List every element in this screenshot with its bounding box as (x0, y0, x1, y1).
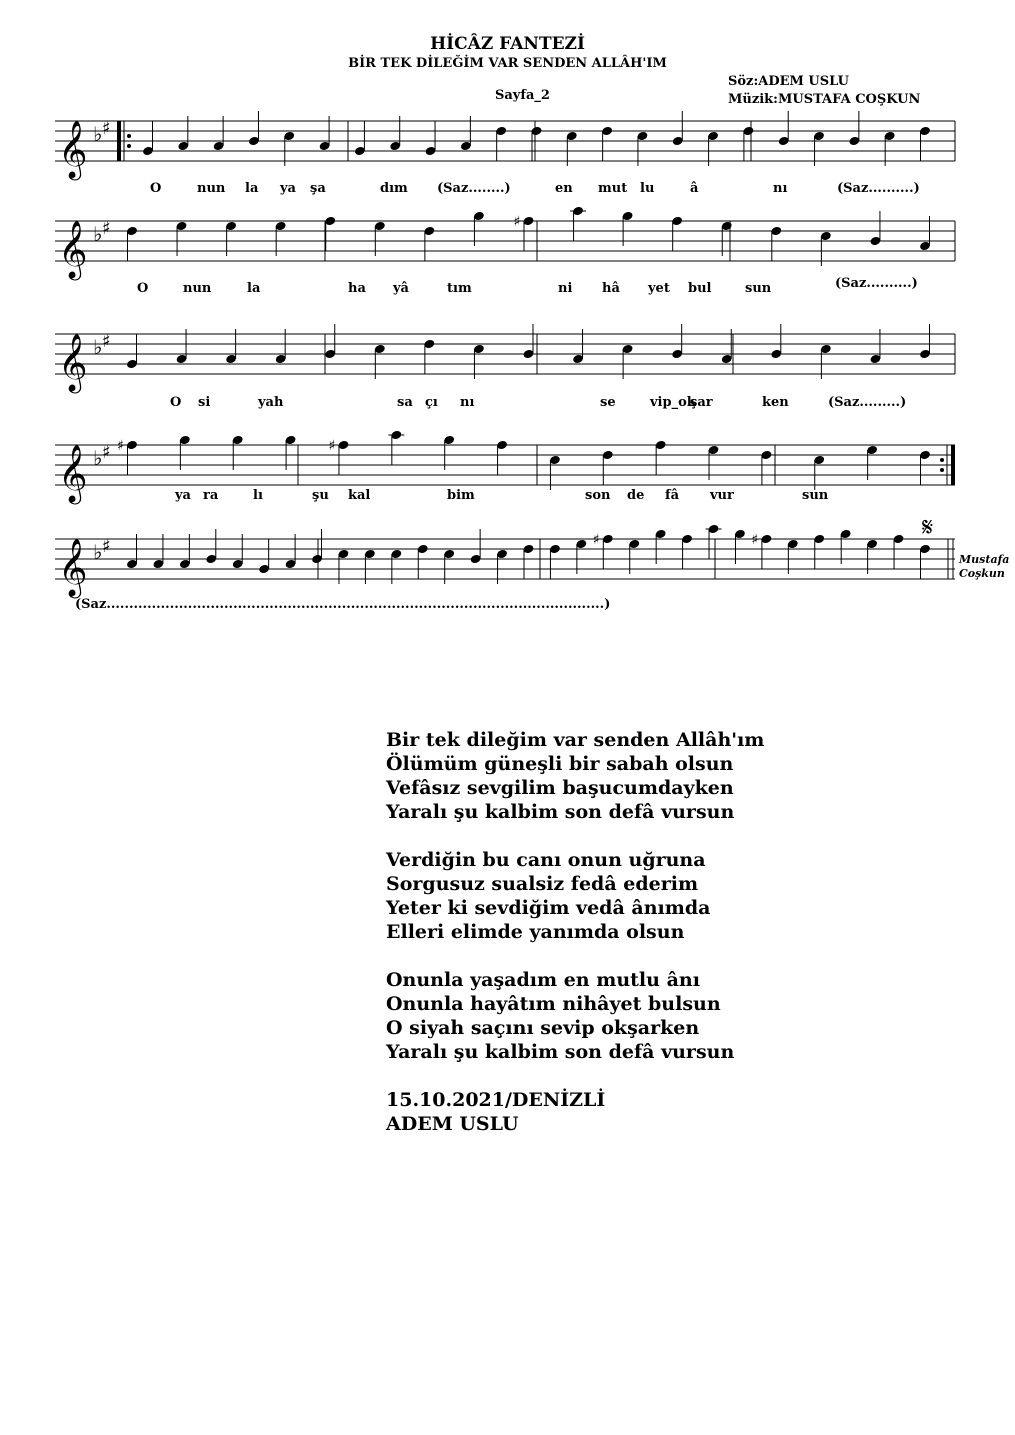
lyric-syllable: mut (598, 181, 628, 196)
saz-label: (Saz..............................................................................................................) (75, 597, 611, 612)
flat-icon: ♭ (93, 335, 103, 359)
lyric-syllable: şa (310, 181, 326, 196)
date-place: 15.10.2021/DENİZLİ (386, 1089, 606, 1111)
sharp-icon: ♯ (592, 532, 600, 548)
composer-signature: Mustafa (959, 553, 1010, 566)
lyric-syllable: vur (710, 488, 734, 503)
composer-signature: Coşkun (959, 567, 1005, 580)
staff-2 (55, 206, 955, 296)
lyric-syllable: ya (280, 181, 296, 196)
flat-icon: ♭ (93, 446, 103, 470)
poem-line: Yaralı şu kalbim son defâ vursun (386, 801, 735, 823)
lyric-syllable: ha (348, 281, 366, 296)
poem-line: Bir tek dileğim var senden Allâh'ım (386, 729, 765, 751)
repeat-start-thick (117, 121, 121, 161)
poem-line: O siyah saçını sevip okşarken (386, 1017, 700, 1039)
repeat-dot (940, 458, 944, 462)
sharp-icon: ♯ (117, 438, 124, 454)
sharp-icon: ♯ (102, 218, 111, 239)
lyric-syllable: O (137, 281, 149, 296)
poem-line: Onunla hayâtım nihâyet bulsun (386, 993, 721, 1015)
sharp-icon: ♯ (102, 331, 111, 352)
lyric-syllable: ni (558, 281, 573, 296)
lyric-syllable: bul (688, 281, 712, 296)
lyric-syllable: O (170, 395, 182, 410)
saz-label: (Saz........) (437, 181, 511, 196)
sharp-icon: ♯ (751, 532, 759, 548)
poem-stanza-1 (386, 728, 764, 824)
poem-line: Elleri elimde yanımda olsun (386, 921, 685, 943)
lyric-syllable: sa (397, 395, 413, 410)
poem-line: Ölümüm güneşli bir sabah olsun (386, 753, 734, 775)
lyric-syllable: nun (183, 281, 212, 296)
lyric-syllable: çı (425, 395, 438, 410)
lyric-syllable: kal (348, 488, 371, 503)
sharp-icon: ♯ (328, 438, 336, 454)
lyric-syllable: son (585, 488, 611, 503)
lyric-syllable: vip_ok (650, 395, 696, 410)
repeat-end-thick (951, 445, 955, 485)
lyric-syllable: ken (762, 395, 789, 410)
lyric-syllable: tım (447, 281, 472, 296)
lyric-syllable: lı (253, 488, 263, 503)
poem (386, 728, 764, 1136)
staff-5 (55, 513, 1009, 612)
repeat-dot (127, 134, 131, 138)
lyric-syllable: yâ (393, 281, 409, 296)
treble-clef-icon: 𝄞 (58, 120, 88, 178)
poem-line: Yaralı şu kalbim son defâ vursun (386, 1041, 735, 1063)
lyric-syllable: yah (258, 395, 284, 410)
lyric-syllable: de (627, 488, 645, 503)
sharp-icon: ♯ (513, 214, 521, 230)
flat-icon: ♭ (93, 540, 103, 564)
lyric-syllable: hâ (602, 281, 620, 296)
poem-author: ADEM USLU (386, 1113, 519, 1135)
saz-label: (Saz..........) (835, 276, 918, 291)
lyric-syllable: dım (380, 181, 408, 196)
poem-stanza-3 (386, 968, 764, 1064)
staff-3 (55, 324, 955, 410)
lyric-syllable: fâ (665, 488, 680, 503)
page-label: Sayfa_2 (495, 88, 550, 103)
poem-line: Onunla yaşadım en mutlu ânı (386, 969, 700, 991)
lyric-syllable: yet (648, 281, 670, 296)
treble-clef-icon: 𝄞 (58, 444, 88, 502)
song-subtitle: BİR TEK DİLEĞİM VAR SENDEN ALLÂH'IM (348, 56, 667, 71)
poem-line: Vefâsız sevgilim başucumdayken (386, 777, 734, 799)
treble-clef-icon: 𝄞 (58, 220, 88, 278)
segno-icon: 𝄋 (922, 513, 934, 543)
treble-clef-icon: 𝄞 (58, 538, 88, 596)
sharp-icon: ♯ (102, 536, 111, 557)
repeat-dot (127, 144, 131, 148)
staff-4 (55, 430, 955, 505)
sharp-icon: ♯ (102, 118, 111, 139)
lyric-syllable: la (247, 281, 261, 296)
lyric-syllable: şu (312, 488, 329, 503)
lyric-syllable: şar (690, 395, 713, 410)
sharp-icon: ♯ (102, 442, 111, 463)
song-title: HİCÂZ FANTEZİ (430, 34, 585, 54)
poem-line: Sorgusuz sualsiz fedâ ederim (386, 873, 699, 895)
treble-clef-icon: 𝄞 (58, 333, 88, 391)
lyric-syllable: bim (447, 488, 475, 503)
composer-credit: Müzik:MUSTAFA COŞKUN (728, 92, 921, 107)
music-score (0, 0, 1015, 640)
poem-stanza-2 (386, 848, 764, 944)
saz-label: (Saz.........) (828, 395, 907, 410)
lyric-syllable: ra (203, 488, 219, 503)
saz-label: (Saz..........) (837, 181, 920, 196)
poem-line: Verdiğin bu canı onun uğruna (386, 849, 706, 871)
lyric-syllable: en (555, 181, 573, 196)
lyric-syllable: se (600, 395, 616, 410)
staff-1 (55, 111, 955, 196)
lyric-syllable: nı (773, 181, 788, 196)
lyric-syllable: O (150, 181, 162, 196)
lyric-syllable: ya (175, 488, 191, 503)
lyric-syllable: nı (460, 395, 475, 410)
lyric-syllable: nun (197, 181, 226, 196)
flat-icon: ♭ (93, 222, 103, 246)
repeat-dot (940, 468, 944, 472)
flat-icon: ♭ (93, 122, 103, 146)
lyric-syllable: sun (802, 488, 829, 503)
poem-line: Yeter ki sevdiğim vedâ ânımda (386, 897, 711, 919)
lyric-syllable: la (245, 181, 259, 196)
lyric-syllable: si (198, 395, 211, 410)
lyric-syllable: lu (640, 181, 655, 196)
lyricist-credit: Söz:ADEM USLU (728, 74, 849, 89)
lyric-syllable: sun (745, 281, 772, 296)
lyric-syllable: â (690, 181, 699, 196)
